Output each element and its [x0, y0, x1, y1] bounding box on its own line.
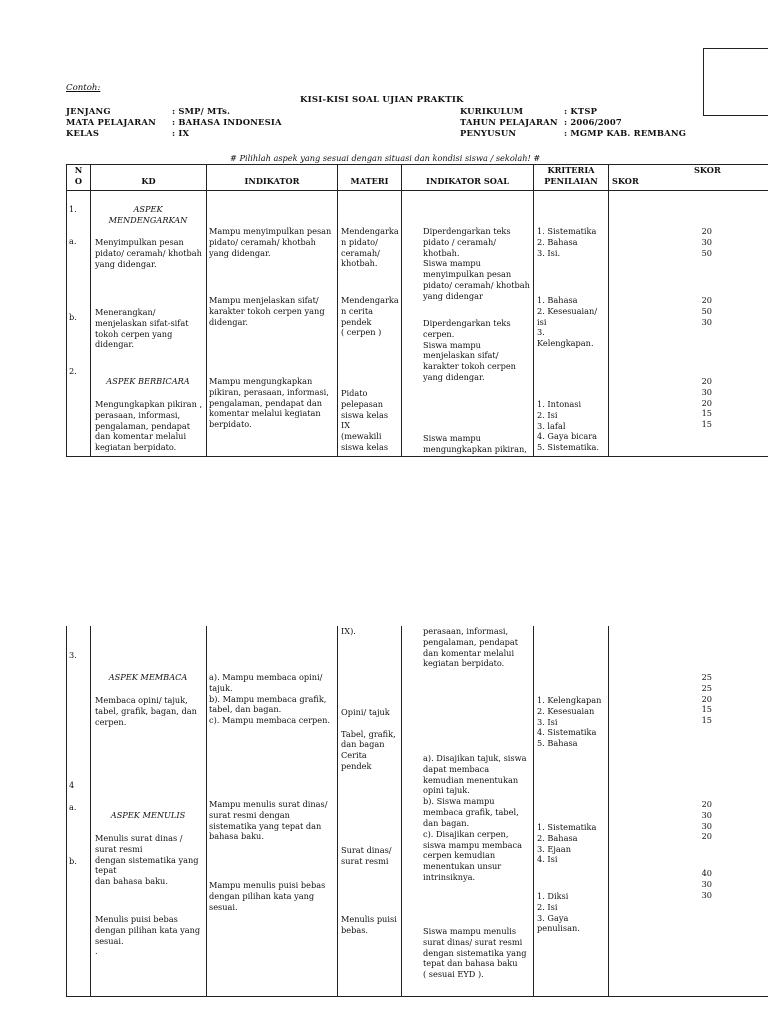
indikator-b: Mampu menjelaskan sifat/ karakter tokoh cerpen yang didengar. [209, 295, 325, 327]
table-border [401, 626, 402, 996]
materi-3: Opini/ tajuk Tabel, grafik, dan bagan Cerita pendek [341, 707, 396, 772]
header-indikator-soal: INDIKATOR SOAL [426, 176, 509, 186]
kriteria-2: 1. Intonasi 2. Isi 3. lafal 4. Gaya bicara 5. Sistematika. [537, 399, 599, 453]
skor-b: 20 50 30 [701, 295, 712, 327]
table-border [533, 626, 534, 996]
indikator-4b: Mampu menulis puisi bebas dengan pilihan kata yang sesuai. [209, 880, 326, 912]
indikator-soal-4: Siswa mampu menulis surat dinas/ surat resmi dengan sistematika yang tepat dan bahasa baku ( sesuai EYD ). [423, 926, 527, 980]
materi-4a: Surat dinas/ surat resmi [341, 845, 392, 866]
header-kd: KD [141, 176, 156, 186]
kriteria-b: 1. Bahasa 2. Kesesuaian/ isi 3. Kelengkapan. [537, 295, 598, 349]
skor-3: 25 25 20 15 15 [701, 672, 712, 726]
aspek-membaca: ASPEK MEMBACA [108, 672, 188, 682]
table-border [90, 626, 91, 996]
header-indikator: INDIKATOR [244, 176, 300, 186]
materi-continued: IX). [341, 626, 356, 636]
materi-a: Mendengarka n pidato/ ceramah/ khotbah. [341, 226, 399, 269]
kd-4a: Menulis surat dinas / surat resmi dengan sistematika yang tepat dan bahasa baku. [95, 833, 199, 887]
table-border [90, 164, 91, 456]
aspek-menulis: ASPEK MENULIS [110, 810, 186, 820]
tahun-value: : 2006/2007 [564, 117, 622, 127]
table-border [206, 626, 207, 996]
table-border [66, 996, 768, 997]
header-skor-2: SKOR [694, 165, 721, 175]
kd-b: Menerangkan/ menjelaskan sifat-sifat tokoh cerpen yang didengar. [95, 307, 189, 350]
page-number-box [703, 48, 768, 116]
skor-4b: 40 30 30 [701, 868, 712, 900]
indikator-3: a). Mampu membaca opini/ tajuk. b). Mampu membaca grafik, tabel, dan bagan. c). Mampu membaca cerpen. [209, 672, 331, 726]
kd-4b: Menulis puisi bebas dengan pilihan kata yang sesuai. . [95, 914, 201, 957]
skor-2: 20 30 20 15 15 [701, 376, 712, 430]
caption: Contoh: [66, 83, 101, 93]
kd-3: Membaca opini/ tajuk, tabel, grafik, bagan, dan cerpen. [95, 695, 197, 727]
aspek-berbicara: ASPEK BERBICARA [106, 376, 190, 386]
table-border [533, 164, 534, 456]
indikator-4a: Mampu menulis surat dinas/ surat resmi dengan sistematika yang tepat dan bahasa baku. [209, 799, 328, 842]
materi-2: Pidato pelepasan siswa kelas IX (mewakili siswa kelas [341, 388, 389, 453]
table-border [66, 164, 67, 456]
mapel-label: MATA PELAJARAN [66, 117, 156, 127]
jenjang-label: JENJANG [66, 106, 111, 116]
indikator-2: Mampu mengungkapkan pikiran, perasaan, informasi, pengalaman, pendapat dan komentar melalui kegiatan berpidato. [209, 376, 329, 430]
kd-2: Mengungkapkan pikiran , perasaan, informasi, pengalaman, pendapat dan komentar melalui kegiatan berpidato. [95, 399, 203, 453]
document-title: KISI-KISI SOAL UJIAN PRAKTIK [300, 95, 464, 105]
kelas-value: : IX [172, 128, 190, 138]
indikator-a: Mampu menyimpulkan pesan pidato/ ceramah/ khotbah yang didengar. [209, 226, 332, 258]
kriteria-3: 1. Kelengkapan 2. Kesesuaian 3. Isi 4. Sistematika 5. Bahasa [537, 695, 602, 749]
penyusun-label: PENYUSUN [460, 128, 517, 138]
table-border [66, 164, 768, 165]
skor-4a: 20 30 30 20 [701, 799, 712, 842]
header-skor: SKOR [612, 176, 639, 186]
materi-4b: Menulis puisi bebas. [341, 914, 397, 935]
kriteria-a: 1. Sistematika 2. Bahasa 3. Isi. [537, 226, 597, 258]
table-border [206, 164, 207, 456]
kd-a: Menyimpulkan pesan pidato/ ceramah/ khotbah yang didengar. [95, 237, 202, 269]
table-border [66, 190, 768, 191]
indikator-soal-3: a). Disajikan tajuk, siswa dapat membaca kemudian menentukan opini tajuk. b). Siswa mampu membaca grafik, tabel, dan bagan. c). Disajikan cerpen, siswa mampu membaca cerpen kemudian menentukan unsur intrinsiknya. [423, 753, 527, 883]
kelas-label: KELAS [66, 128, 100, 138]
table-border [608, 626, 609, 996]
header-no: N O [74, 165, 83, 186]
kriteria-4a: 1. Sistematika 2. Bahasa 3. Ejaan 4. Isi [537, 822, 597, 865]
header-kriteria: KRITERIA PENILAIAN [544, 165, 598, 186]
row-numbers-2: 3. 4 a. b. [69, 650, 77, 866]
header-materi: MATERI [350, 176, 389, 186]
materi-b: Mendengarka n cerita pendek ( cerpen ) [341, 295, 399, 338]
kriteria-4b: 1. Diksi 2. Isi 3. Gaya penulisan. [537, 891, 580, 934]
indikator-soal-2: Siswa mampu mengungkapkan pikiran, [423, 433, 527, 454]
skor-a: 20 30 50 [701, 226, 712, 258]
table-border [608, 164, 609, 456]
table-border [337, 626, 338, 996]
indikator-soal-b: Diperdengarkan teks cerpen. Siswa mampu menjelaskan sifat/ karakter tokoh cerpen yang didengar. [423, 318, 516, 383]
table-border [66, 456, 768, 457]
aspek-mendengarkan: ASPEK MENDENGARKAN [108, 204, 188, 225]
penyusun-value: : MGMP KAB. REMBANG [564, 128, 687, 138]
tahun-label: TAHUN PELAJARAN [460, 117, 558, 127]
table-border [337, 164, 338, 456]
row-numbers: 1. a. b. 2. [69, 204, 77, 377]
kurikulum-value: : KTSP [564, 106, 598, 116]
jenjang-value: : SMP/ MTs. [172, 106, 231, 116]
indikator-soal-continued: perasaan, informasi, pengalaman, pendapat dan komentar melalui kegiatan berpidato. [423, 626, 518, 669]
kurikulum-label: KURIKULUM [460, 106, 524, 116]
indikator-soal-a: Diperdengarkan teks pidato / ceramah/ khotbah. Siswa mampu menyimpulkan pesan pidato/ ceramah/ khotbah yang didengar [423, 226, 530, 301]
mapel-value: : BAHASA INDONESIA [172, 117, 282, 127]
table-border [401, 164, 402, 456]
instruction-note: # Pilihlah aspek yang sesuai dengan situasi dan kondisi siswa / sekolah! # [230, 153, 541, 163]
table-border [66, 626, 67, 996]
